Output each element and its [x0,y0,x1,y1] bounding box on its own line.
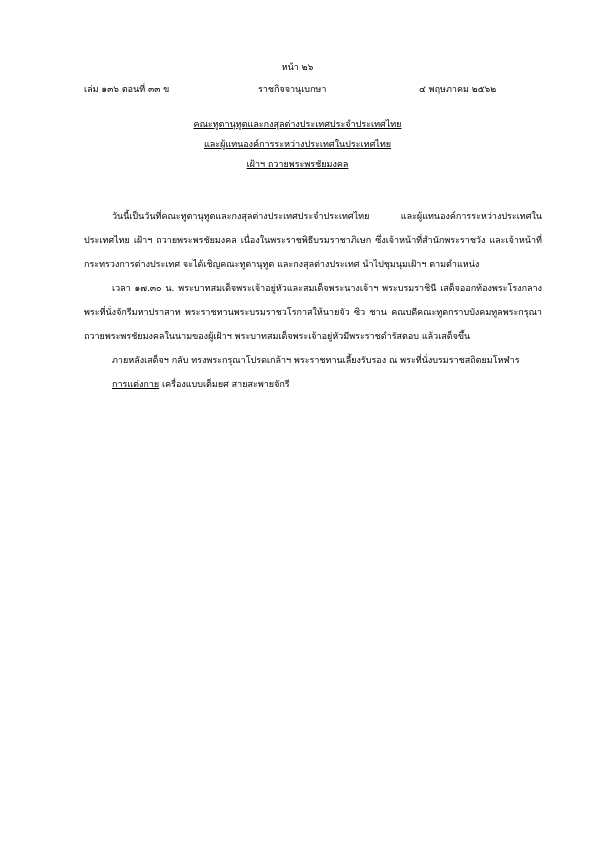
title-line-3: เฝ้าฯ ถวายพระพรชัยมงคล [246,160,349,170]
paragraph-dress-code [84,373,542,397]
volume-issue: เล่ม ๑๓๖ ตอนที่ ๓๓ ข [84,85,170,95]
page-number: หน้า ๒๖ [281,63,314,73]
announcement-body [84,205,542,397]
paragraph-reception: ภายหลังเสด็จฯ กลับ ทรงพระกรุณาโปรดเกล้าฯ พระราชทานเลี้ยงรับรอง ณ พระที่นั่งบรมราชสถิตยมโหฬาร [112,356,520,366]
publication-date: ๔ พฤษภาคม ๒๕๖๒ [419,85,497,95]
paragraph-intro: วันนี้เป็นวันที่คณะทูตานุทูตและกงสุลต่างประเทศประจำประเทศไทย และผู้แทนองค์การระหว่างประเทศในประเทศไทย เฝ้าฯ ถวายพระพรชัยมงคล เนื่องในพระราชพิธีบรมราชาภิเษก ซึ่งเจ้าหน้าที่สำนักพระราชวัง และเจ้าหน้าที่กระทรวงการต่างประเทศ จะได้เชิญคณะทูตานุทูต และกงสุลต่างประเทศ นำไปชุมนุมเฝ้าฯ ตามตำแหน่ง [84,212,542,270]
dress-code-value: เครื่องแบบเต็มยศ สายสะพายจักรี [159,380,290,390]
announcement-title [0,115,595,175]
gazette-header [0,82,595,96]
gazette-name: ราชกิจจานุเบกษา [258,85,327,95]
dress-code-label: การแต่งกาย [112,380,160,390]
title-line-1: คณะทูตานุทูตและกงสุลต่างประเทศประจำประเทศไทย [193,120,402,130]
title-line-2: และผู้แทนองค์การระหว่างประเทศในประเทศไทย [203,140,392,150]
paragraph-ceremony: เวลา ๑๗.๓๐ น. พระบาทสมเด็จพระเจ้าอยู่หัวและสมเด็จพระนางเจ้าฯ พระบรมราชินี เสด็จออกท้องพระโรงกลางพระที่นั่งจักรีมหาปราสาท พระราชทานพระบรมราชวโรกาสให้นายจัว ซิว ชาน คณบดีคณะทูตกราบบังคมทูลพระกรุณาถวายพระพรชัยมงคลในนามของผู้เฝ้าฯ พระบาทสมเด็จพระเจ้าอยู่หัวมีพระราชดำรัสตอบ แล้วเสด็จขึ้น [84,284,542,342]
